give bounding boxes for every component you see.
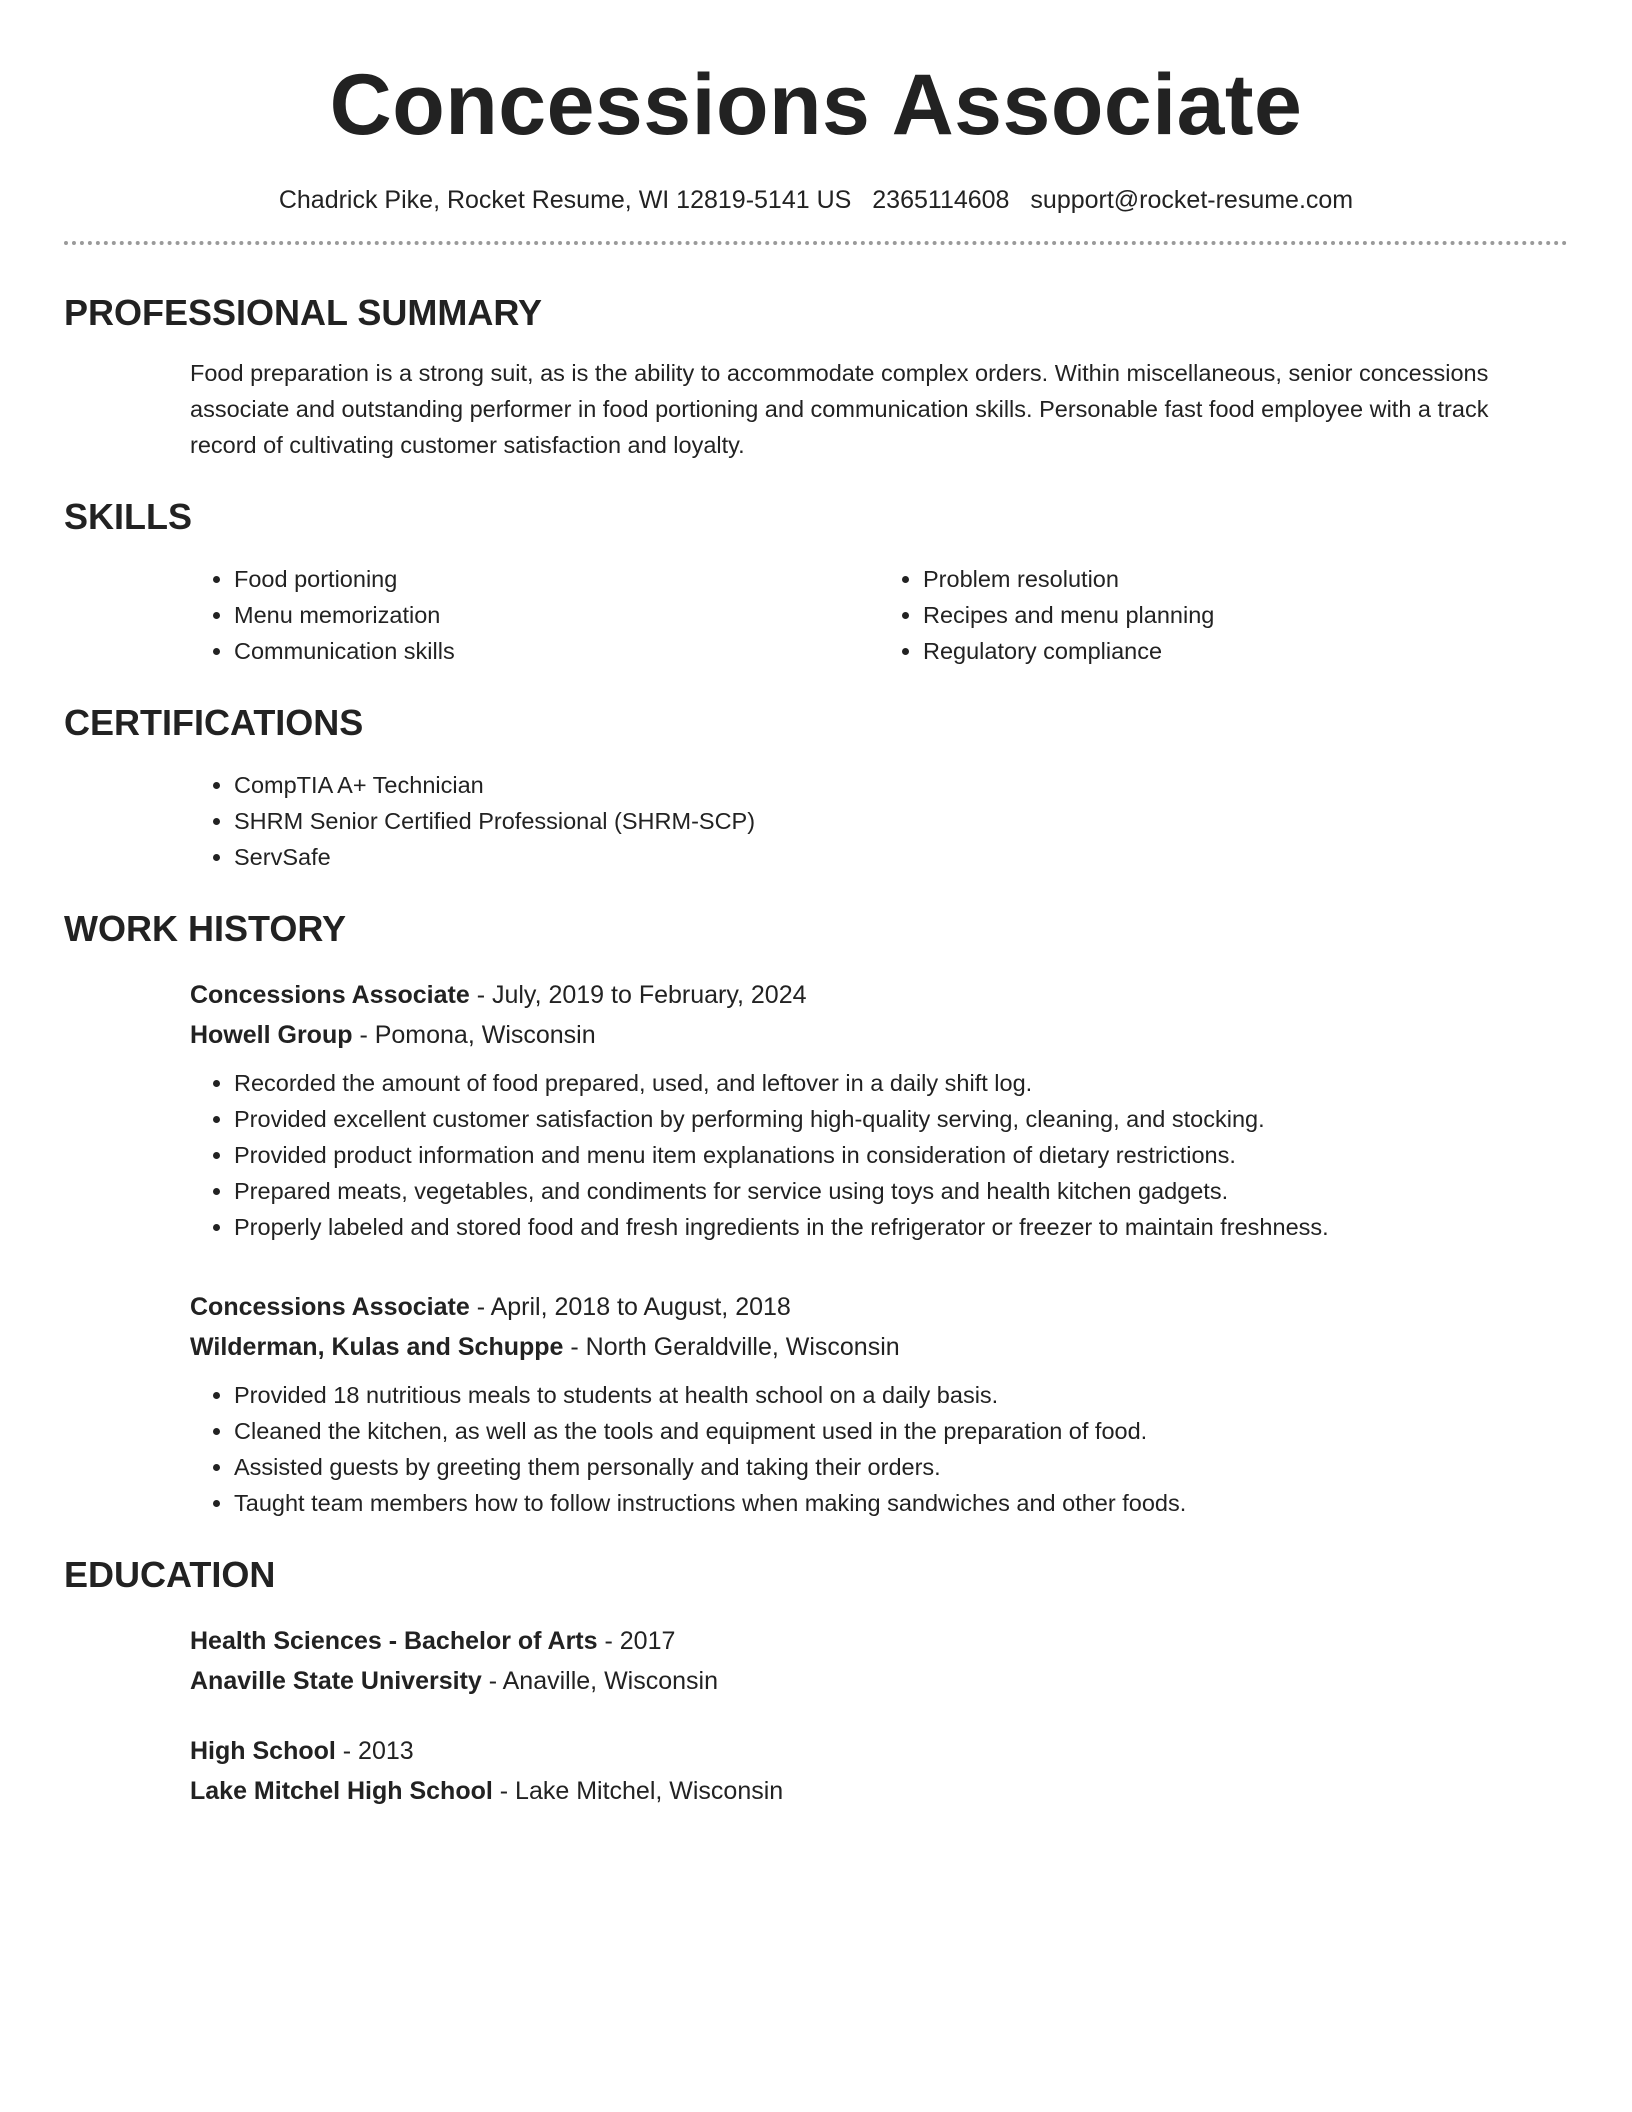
education-entry: [190, 1731, 1568, 1811]
certifications-section: [64, 702, 1568, 875]
job-entry: [190, 975, 1568, 1245]
contact-phone: 2365114608: [872, 186, 1010, 214]
resume-name-title: Concessions Associate: [329, 57, 1303, 153]
job-title-line: [190, 1287, 1568, 1327]
job-company: Wilderman, Kulas and Schuppe: [190, 1333, 564, 1361]
skill-item: • Communication skills: [234, 633, 879, 669]
certification-item: • CompTIA A+ Technician: [234, 767, 1568, 803]
skills-list-left: [190, 561, 879, 669]
education-location: - Anaville, Wisconsin: [481, 1667, 718, 1695]
job-duties-list: [190, 1065, 1568, 1245]
job-duty: • Provided product information and menu item explanations in consideration of dietary restrictions.: [234, 1137, 1568, 1173]
summary-section: [64, 292, 1568, 463]
job-entry: [190, 1287, 1568, 1521]
job-company-line: [190, 1327, 1568, 1367]
education-degree-line: [190, 1731, 1568, 1771]
certification-item: • SHRM Senior Certified Professional (SHRM-SCP): [234, 803, 1568, 839]
education-school-line: [190, 1771, 1568, 1811]
education-school-line: [190, 1661, 1568, 1701]
skill-item: • Problem resolution: [923, 561, 1568, 597]
skill-item: • Regulatory compliance: [923, 633, 1568, 669]
job-duty: • Provided 18 nutritious meals to students at health school on a daily basis.: [234, 1377, 1568, 1413]
job-duties-list: [190, 1377, 1568, 1521]
contact-email: support@rocket-resume.com: [1030, 186, 1354, 214]
contact-address: Chadrick Pike, Rocket Resume, WI 12819-5141 US: [278, 186, 852, 214]
contact-line: [64, 186, 1568, 215]
education-year: - 2017: [597, 1627, 676, 1655]
education-degree: High School: [190, 1737, 336, 1765]
skills-list-right: [879, 561, 1568, 669]
job-duty: • Assisted guests by greeting them personally and taking their orders.: [234, 1449, 1568, 1485]
skill-item: • Menu memorization: [234, 597, 879, 633]
job-duty: • Recorded the amount of food prepared, used, and leftover in a daily shift log.: [234, 1065, 1568, 1101]
header-divider: [64, 241, 1568, 245]
job-role: Concessions Associate: [190, 1293, 470, 1321]
job-company-line: [190, 1015, 1568, 1055]
job-duty: • Taught team members how to follow instructions when making sandwiches and other foods.: [234, 1485, 1568, 1521]
work-history-heading: WORK HISTORY: [64, 908, 347, 949]
job-title-line: [190, 975, 1568, 1015]
education-location: - Lake Mitchel, Wisconsin: [492, 1777, 784, 1805]
certification-item: • ServSafe: [234, 839, 1568, 875]
job-duty: • Cleaned the kitchen, as well as the tools and equipment used in the preparation of food.: [234, 1413, 1568, 1449]
job-dates: - July, 2019 to February, 2024: [469, 981, 807, 1009]
skills-section: [64, 496, 1568, 669]
skill-item: • Food portioning: [234, 561, 879, 597]
education-heading: EDUCATION: [64, 1554, 276, 1595]
job-company: Howell Group: [190, 1021, 353, 1049]
job-dates: - April, 2018 to August, 2018: [469, 1293, 791, 1321]
certifications-heading: CERTIFICATIONS: [64, 702, 364, 743]
job-duty: • Properly labeled and stored food and fresh ingredients in the refrigerator or freezer to maintain freshness.: [234, 1209, 1568, 1245]
summary-heading: PROFESSIONAL SUMMARY: [64, 292, 543, 333]
education-school: Anaville State University: [190, 1667, 482, 1695]
skills-heading: SKILLS: [64, 496, 193, 537]
education-degree: Health Sciences - Bachelor of Arts: [190, 1627, 598, 1655]
education-year: - 2013: [335, 1737, 414, 1765]
work-history-section: [64, 908, 1568, 1521]
education-section: [64, 1554, 1568, 1811]
education-school: Lake Mitchel High School: [190, 1777, 493, 1805]
job-location: - Pomona, Wisconsin: [352, 1021, 596, 1049]
summary-text: Food preparation is a strong suit, as is the ability to accommodate complex orders. Within miscellaneous, senior concessions associate and outstanding performer in food portioning and communication skills. Personable fast food employee with a track record of cultivating customer satisfaction and loyalty.: [190, 360, 1489, 458]
certifications-list: [190, 767, 1568, 875]
job-location: - North Geraldville, Wisconsin: [563, 1333, 900, 1361]
education-entry: [190, 1621, 1568, 1701]
job-duty: • Provided excellent customer satisfaction by performing high-quality serving, cleaning, and stocking.: [234, 1101, 1568, 1137]
education-degree-line: [190, 1621, 1568, 1661]
job-duty: • Prepared meats, vegetables, and condiments for service using toys and health kitchen gadgets.: [234, 1173, 1568, 1209]
skill-item: • Recipes and menu planning: [923, 597, 1568, 633]
job-role: Concessions Associate: [190, 981, 470, 1009]
